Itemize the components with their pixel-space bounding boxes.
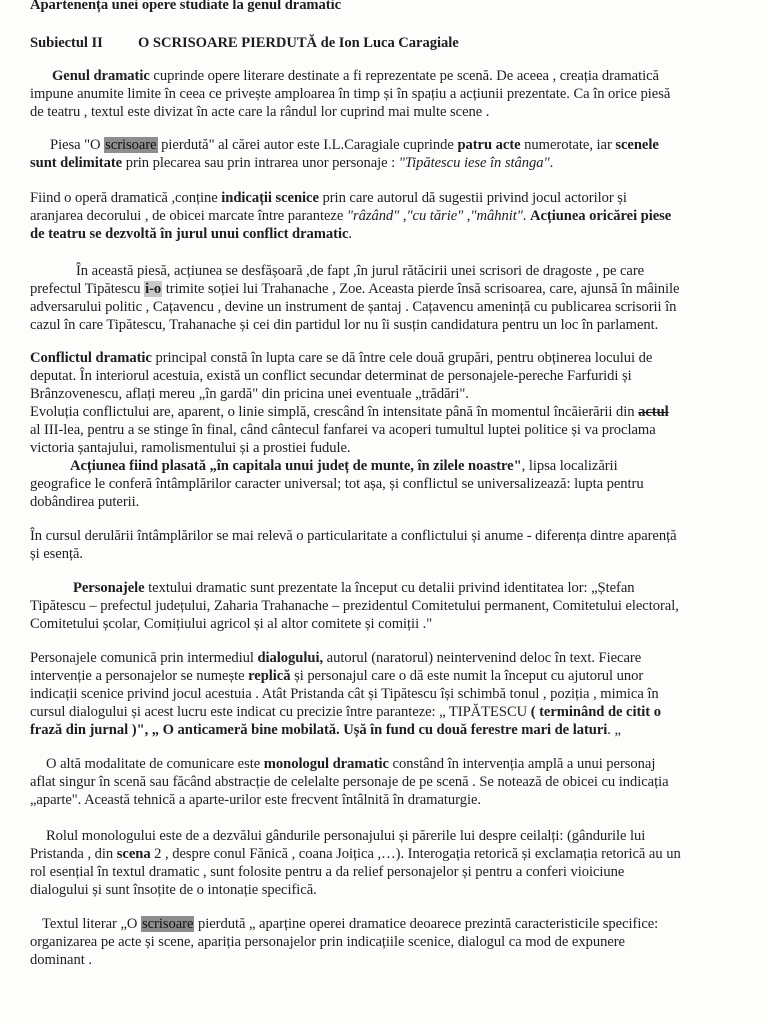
text-line (52, 67, 659, 85)
text-line (30, 154, 553, 172)
text-line (30, 225, 352, 243)
text-span: intervenție a personajelor se numește (30, 668, 249, 684)
text-span: principal constă în lupta care se dă între cele două grupări, pentru obținerea locului de (151, 350, 653, 366)
subject-label: Subiectul II (30, 35, 103, 51)
text-line (70, 457, 618, 475)
term-bold: de teatru se dezvoltă în jurul unui conflict dramatic (30, 226, 349, 242)
text-span: . „ (607, 722, 621, 738)
text-span: prin plecarea sau prin intrarea unor personaje : (122, 155, 399, 171)
text-span: autorul (naratorul) neintervenind deloc în text. Fiecare (323, 650, 642, 666)
term-bold: Conflictul dramatic (30, 350, 152, 366)
text-line: dominant . (30, 952, 92, 968)
text-line (30, 280, 679, 298)
text-line (50, 136, 659, 154)
text-line (30, 845, 681, 863)
text-span: Textul literar „O (42, 916, 141, 932)
term-bold: sunt delimitate (30, 155, 123, 171)
title-text: Apartenența unei opere studiate la genul dramatic (30, 0, 342, 13)
text-span: , lipsa localizării (521, 458, 618, 474)
text-line: indicații scenice privind jocul acestuia . Atât Pristanda cât și Tipătescu își schimbă tonul , poziția , mimica în (30, 686, 659, 702)
term-bold: dialogului, (257, 650, 324, 666)
work-title: O SCRISOARE PIERDUTĂ de Ion Luca Caragiale (138, 35, 459, 51)
text-line (30, 649, 641, 667)
quote-bold: frază din jurnal )", „ O anticameră bine mobilată. Ușă în fund cu două ferestre mari de laturi (30, 722, 608, 738)
highlighted-word: i-o (145, 281, 162, 297)
term-bold: Personajele (73, 580, 145, 596)
text-line (42, 915, 658, 933)
term-bold: replică (248, 668, 291, 684)
text-line: Rolul monologului este de a dezvălui gândurile personajului și părerile lui despre ceilalți: (gândurile lui (46, 828, 646, 844)
text-span: textului dramatic sunt prezentate la început cu detalii privind identitatea lor: „Ștefan (144, 580, 635, 596)
text-line: În această piesă, acțiunea se desfășoară ,de fapt ,în jurul rătăcirii unei scrisori de dragoste , pe care (76, 263, 645, 279)
text-span: Evoluția conflictului are, aparent, o linie simplă, crescând în intensitate până în momentul încăierării din (30, 404, 639, 420)
text-line: de teatru , textul este divizat în acte care la rândul lor cuprind mai multe scene . (30, 104, 490, 120)
text-span: Piesa "O (50, 137, 105, 153)
stage-direction: "Tipătescu iese în stânga" (398, 155, 550, 171)
text-line: organizarea pe acte și scene, apariția personajelor prin indicațiile scenice, dialogul ca mod de expunere (30, 934, 625, 950)
term-bold: scena (116, 846, 151, 862)
text-span: prin care autorul dă sugestii privind jocul actorilor și (318, 190, 627, 206)
text-line: Comitetului școlar, Comițiului agricol și al altor comitete și comiții ." (30, 616, 433, 632)
text-span: 2 , despre conul Fănică , coana Joițica ,…). Interogația retorică și exclamația retorică au un (150, 846, 681, 862)
text-line (30, 403, 669, 421)
text-span: cursul dialogului și acest lucru este indicat cu precizie între paranteze: „ TIPĂTESCU (30, 704, 531, 720)
text-line: „aparte". Această tehnică a aparte-urilor este frecvent întâlnită în dramaturgie. (30, 792, 481, 808)
term-bold: indicații scenice (221, 190, 319, 206)
document-title (30, 0, 341, 14)
text-line (46, 755, 655, 773)
text-span: . (348, 226, 352, 242)
text-span: Pristanda , din (30, 846, 117, 862)
text-line: și esență. (30, 546, 83, 562)
text-line: rol esențial în textul dramatic , sunt folosite pentru a da relief personajelor și pentru a conferi vioiciune (30, 864, 625, 880)
text-span: Personajele comunică prin intermediul (30, 650, 258, 666)
text-line: dobândirea puterii. (30, 494, 140, 510)
text-line (30, 349, 652, 367)
term-bold: Acțiunea oricărei piese (530, 208, 672, 224)
quote-bold: Acțiunea fiind plasată „în capitala unui județ de munte, în zilele noastre" (70, 458, 522, 474)
struck-word: actul (638, 404, 669, 420)
text-span: . (522, 208, 530, 224)
text-span: aranjarea decorului , de obicei marcate între paranteze (30, 208, 347, 224)
highlighted-word: scrisoare (105, 137, 157, 153)
quote-bold: ( terminând de citit o (530, 704, 661, 720)
text-line: al III-lea, pentru a se stinge în final, când cântecul fanfarei va acoperi tumultul luptei politice și va proclama (30, 422, 656, 438)
text-span: prefectul Tipătescu (30, 281, 145, 297)
text-line (73, 579, 635, 597)
term-bold: Genul dramatic (52, 68, 150, 84)
highlighted-word: scrisoare (141, 916, 194, 932)
text-span: numerotate, iar (520, 137, 616, 153)
term-bold: monologul dramatic (263, 756, 389, 772)
text-line (30, 703, 661, 721)
text-span: și personajul care o dă este numit la început cu ajutorul unor (290, 668, 644, 684)
text-line: adversarului politic , Cațavencu , devine un instrument de șantaj . Cațavencu amenință cu publicarea scrisorii în (30, 299, 677, 315)
stage-direction: "râzând" ,"cu tărie" ,"mâhnit" (346, 208, 523, 224)
text-span: Fiind o operă dramatică ,conține (30, 190, 222, 206)
subject-heading (30, 34, 459, 52)
text-line: Tipătescu – prefectul județului, Zaharia Trahanache – prezidentul Comitetului permanent, Comitetului electoral, (30, 598, 679, 614)
text-line: deputat. În interiorul acestuia, există un conflict secundar determinat de personajele-pereche Farfuridi și (30, 368, 632, 384)
text-span: pierdută „ aparține operei dramatice deoarece prezintă caracteristicile specifice: (194, 916, 659, 932)
text-line: impune anumite limite în ceea ce privește amploarea în timp și în spațiu a acțiunii prezentate. Ca în orice piesă (30, 86, 671, 102)
text-line: victoria șantajului, ramolismentului și a prostiei fudule. (30, 440, 351, 456)
text-span: O altă modalitate de comunicare este (46, 756, 264, 772)
text-line (30, 189, 627, 207)
text-span: . (549, 155, 554, 171)
text-line: În cursul derulării întâmplărilor se mai relevă o particularitate a conflictului și anume - diferența dintre aparență (30, 528, 677, 544)
text-span: cuprinde opere literare destinate a fi reprezentate pe scenă. De aceea , creația dramatică (149, 68, 659, 84)
text-line: aflat singur în scenă sau făcând abstracție de celelalte personaje de pe scenă . Se notează de obicei cu indicația (30, 774, 669, 790)
text-line: Brânzovenescu, aflați mereu „în gardă" din pricina unei eventuale „trădări". (30, 386, 469, 402)
text-span: trimite soției lui Trahanache , Zoe. Aceasta pierde însă scrisoarea, care, ajunsă în mâinile (162, 281, 680, 297)
text-span: pierdută" al cărei autor este I.L.Caragiale cuprinde (157, 137, 458, 153)
text-line: dialogului și sunt însoțite de o intonație specifică. (30, 882, 317, 898)
text-line: geografice le conferă întâmplărilor caracter universal; tot așa, și conflictul se universalizează: lupta pentru (30, 476, 644, 492)
text-line (30, 207, 671, 225)
term-bold: scenele (615, 137, 659, 153)
text-line (30, 667, 643, 685)
text-span: constând în intervenția amplă a unui personaj (388, 756, 656, 772)
term-bold: patru acte (457, 137, 521, 153)
text-line (30, 721, 621, 739)
text-line: cazul în care Tipătescu, Trahanache și cei din partidul lor nu îi susțin candidatura pentru un loc în parlament. (30, 317, 659, 333)
